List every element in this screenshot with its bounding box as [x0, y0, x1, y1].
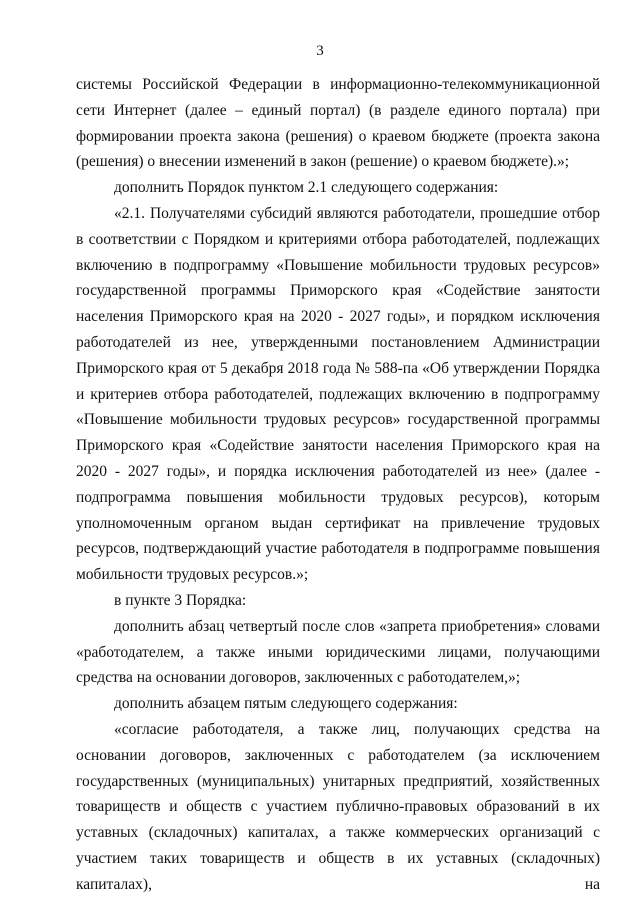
- paragraph-point-3-intro: в пункте 3 Порядка:: [114, 591, 247, 609]
- page-number: 3: [316, 43, 324, 59]
- paragraph-portal-continuation: системы Российской Федерации в информационно-телекоммуникационной сети Интернет (далее – единый портал) (в разделе единого портала) при формировании проекта закона (решения) о краевом бюджете (проекта закона (решения) о внесении изменений в закон (решение) о краевом бюджете).»;: [76, 76, 600, 171]
- paragraph-amend-fourth-subparagraph: дополнить абзац четвертый после слов «запрета приобретения» словами «работодателем, а также иными юридическими лицами, получающими средства на основании договоров, заключенных с работодателем,»;: [76, 617, 600, 687]
- paragraph-consent-text: «согласие работодателя, а также лиц, получающих средства на основании договоров, заключенных с работодателем (за исключением государственных (муниципальных) унитарных предприятий, хозяйственных товариществ и обществ с участием публично-правовых образований в их уставных (складочных) капиталах, а также коммерческих организаций с участием таких товариществ и обществ в их уставных (складочных) капиталах), на: [76, 720, 600, 893]
- document-body: [76, 72, 600, 898]
- paragraph-add-fifth-subparagraph: дополнить абзацем пятым следующего содержания:: [114, 695, 458, 713]
- paragraph-point-2-1-text: «2.1. Получателями субсидий являются работодатели, прошедшие отбор в соответствии с Порядком и критериями отбора работодателей, подлежащих включению в подпрограмму «Повышение мобильности трудовых ресурсов» государственной программы Приморского края «Содействие занятости населения Приморского края на 2020 - 2027 годы», и порядком исключения работодателей из нее, утвержденными постановлением Администрации Приморского края от 5 декабря 2018 года № 588-па «Об утверждении Порядка и критериев отбора работодателей, подлежащих включению в подпрограмму «Повышение мобильности трудовых ресурсов» государственной программы Приморского края «Содействие занятости населения Приморского края на 2020 - 2027 годы», и порядка исключения работодателей из нее» (далее - подпрограмма повышения мобильности трудовых ресурсов), которым уполномоченным органом выдан сертификат на привлечение трудовых ресурсов, подтверждающий участие работодателя в подпрограмме повышения мобильности трудовых ресурсов.»;: [76, 204, 600, 584]
- paragraph-add-point-2-1: дополнить Порядок пунктом 2.1 следующего содержания:: [114, 179, 499, 197]
